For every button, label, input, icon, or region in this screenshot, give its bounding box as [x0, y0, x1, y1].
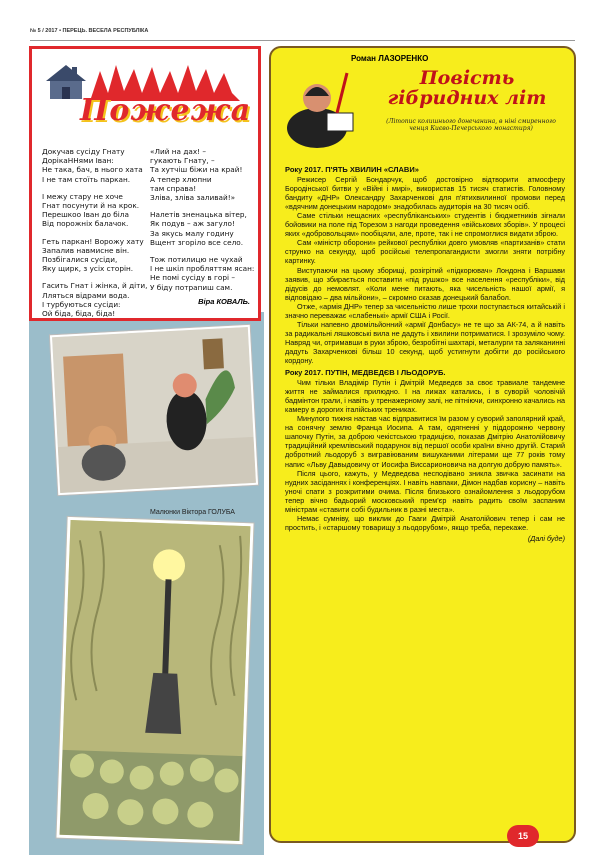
poem-column-right [150, 147, 258, 300]
poem-title-area [38, 53, 253, 138]
illustration-caption: Малюнки Віктора ГОЛУБА [150, 509, 235, 516]
paragraph: Режисер Сергій Бондарчук, щоб достовірно відтворити атмосферу Бородінської битви у «Війні і мирі», використав 15 тисяч статистів. Головному бандиту «ДНР» Олександру Захарченкові для п'ятихвилинної промови перед «вдячним донецьким народом» знадобилась аудиторія на 30 тисяч осіб. [285, 175, 565, 212]
section-heading: Року 2017. П'ЯТЬ ХВИЛИН «СЛАВИ» [285, 165, 419, 174]
monk-scribe-icon [277, 68, 363, 150]
poem-author: Віра КОВАЛЬ. [198, 297, 250, 306]
article-title [367, 68, 567, 108]
poem-title: Пожежа [80, 93, 252, 128]
article-title-line-2: гібридних літ [387, 87, 547, 109]
poem-box [29, 46, 261, 321]
paragraph: Чим тільки Владімір Путін і Дмітрій Медведєв за своє травиале тандемне життя не займалися прилюдно. І на лижах катались, і в суворій чоловічій бадмінтон грали, і навіть у тренажерному залі, не пітніючи, синхронно качались на камеру в дорогих італійських трениках. [285, 378, 565, 415]
article-continued-note: (Далі буде) [527, 533, 565, 543]
paragraph: Минулого тижня настав час відправитися їм разом у суворий заполярний край, на сонячну землю Франца Иосипа. А там, одягненні у піддорожню червону шапочку Путін, за доброю чекістською традицією, показав Дмітрію Анатолійовичу традиційний кремлівський подарунок від першої особи країни вічно другій. Старий добротний льодоруб з вигравіюваним вишуканими літерами ще 77 років тому напис «Льву Давыдовичу от Иосифа Виссарионовича на долгую добрую память». [285, 414, 565, 469]
article-subtitle: (Літопис колишнього донечанина, в ніні смиренного ченця Києво-Печерського монастиря) [386, 118, 556, 132]
paragraph: Після цього, кажуть, у Медведєва несподівано зникла звичка засинати на нудних засіданнях і конференціях. І навіть навпаки, Дімон надбав корисну – навіть уночі спати з розкритими очима. Після близького ознайомлення з льодорубом тепер вічно бадьорий московський прем'єр навіть радить своїм заспаним міністрам «ставити собі будильник в разні места». [285, 468, 565, 514]
poem-stanza: Гасить Гнат і жінка, й діти, Лляться відрами вода. І турбуються сусіди: Ой біда, біда, біда! [42, 281, 148, 319]
page-header: № 5 / 2017 • ПЕРЕЦЬ. ВЕСЕЛА РЕСПУБЛІКА [30, 28, 575, 41]
poem-stanza: Геть паркан! Ворожу хату Запалив навмисне він. Позбігалися сусіди, Яку щирк, з усіх сторін. [42, 236, 144, 274]
poem-stanza: Тож потилицю не чухай І не шкіл пробляттям ясан: Не помі сусіду в горі – У біду потрапиш сам. [150, 255, 255, 292]
poem-stanza: «Лий на дах! – гукають Гнату, – Та хутчіш біжи на край! А тепер хлюпни там справа! Зліва, зліва заливай!» [150, 147, 243, 203]
poem-stanza: Докучав сусіду Гнату ДорікаННями Іван: Не така, бач, в нього хата І не там стоїть паркан. [42, 147, 143, 184]
page-number-badge: 15 [507, 825, 539, 847]
poem-column-left [42, 147, 150, 326]
article-title-line-1: Повість [419, 67, 515, 89]
poem-stanza: Налетів зненацька вітер, Як подув – аж загуло! За якусь малу годину Вщент згоріло все село. [150, 210, 247, 247]
paragraph: Сам «міністр оборони» рейкової республіки довго умовляв «партизанів» стати струнко на секунду, щоб російські телепропагандисти змогли зняти потрібну картинку. [285, 238, 565, 266]
section-heading: Року 2017. ПУТІН, МЕДВЕДЄВ І ЛЬОДОРУБ. [285, 368, 446, 378]
cartoon-image-1 [50, 325, 258, 495]
article-author: Роман ЛАЗОРЕНКО [351, 54, 429, 63]
paragraph: Саме стільки нещасних «республіканських» студентів і бюджетників зігнали бойовики на поле під Торезом з нагоди проведення «військових зборів». У процесі яких «добровольцям» пообіцяли, але, проте, так і не спромоглися видати зброю. [285, 211, 565, 239]
paragraph: Немає сумніву, що виклик до Гааги Дмітрій Анатолійович тепер і сам не простить, і «старшому товарищу з льодорубом», якщо треба, перекаже. [285, 513, 565, 532]
cartoon-1-drawing [52, 327, 256, 493]
paragraph: Тільки напевно двомільйонний «армії Донбасу» не те що за АК-74, а й навіть за радикальні ляшковські вила не дадуть і хвилини потриматися. І зрозуміло чому. Навряд чи, отримавши в руки зброю, безробітні шахтарі, металурги та заляканинні дадуть Захарченкові більш 10 секунд, щоб устигнути добігти до російського кордону. [285, 319, 565, 365]
paragraph: Отже, «армія ДНР» тепер за чисельністю лише трохи поступається китайській і значно переважає «слабенькі» армії США і Росії. [285, 301, 565, 320]
article-parchment [269, 46, 576, 843]
paragraph: Виступаючи на цьому зборищі, розігрітий «підкорювач» Лондона і Варшави заявив, що збирається поставити «під рушжо» все населення «республіки», від дідусів до немовлят. «Коли мене питають, яка чисельність нашої армії, я відповідаю – два мільйони», – скромно сказав донецький балабол. [285, 265, 565, 302]
cartoon-2-drawing [60, 520, 251, 841]
cartoon-image-2 [56, 517, 253, 844]
article-body [285, 162, 565, 543]
poem-stanza: І межу стару не хоче Гнат посунути й на крок. Перешкоо Іван до біла Від порожніх балачок. [42, 191, 140, 229]
